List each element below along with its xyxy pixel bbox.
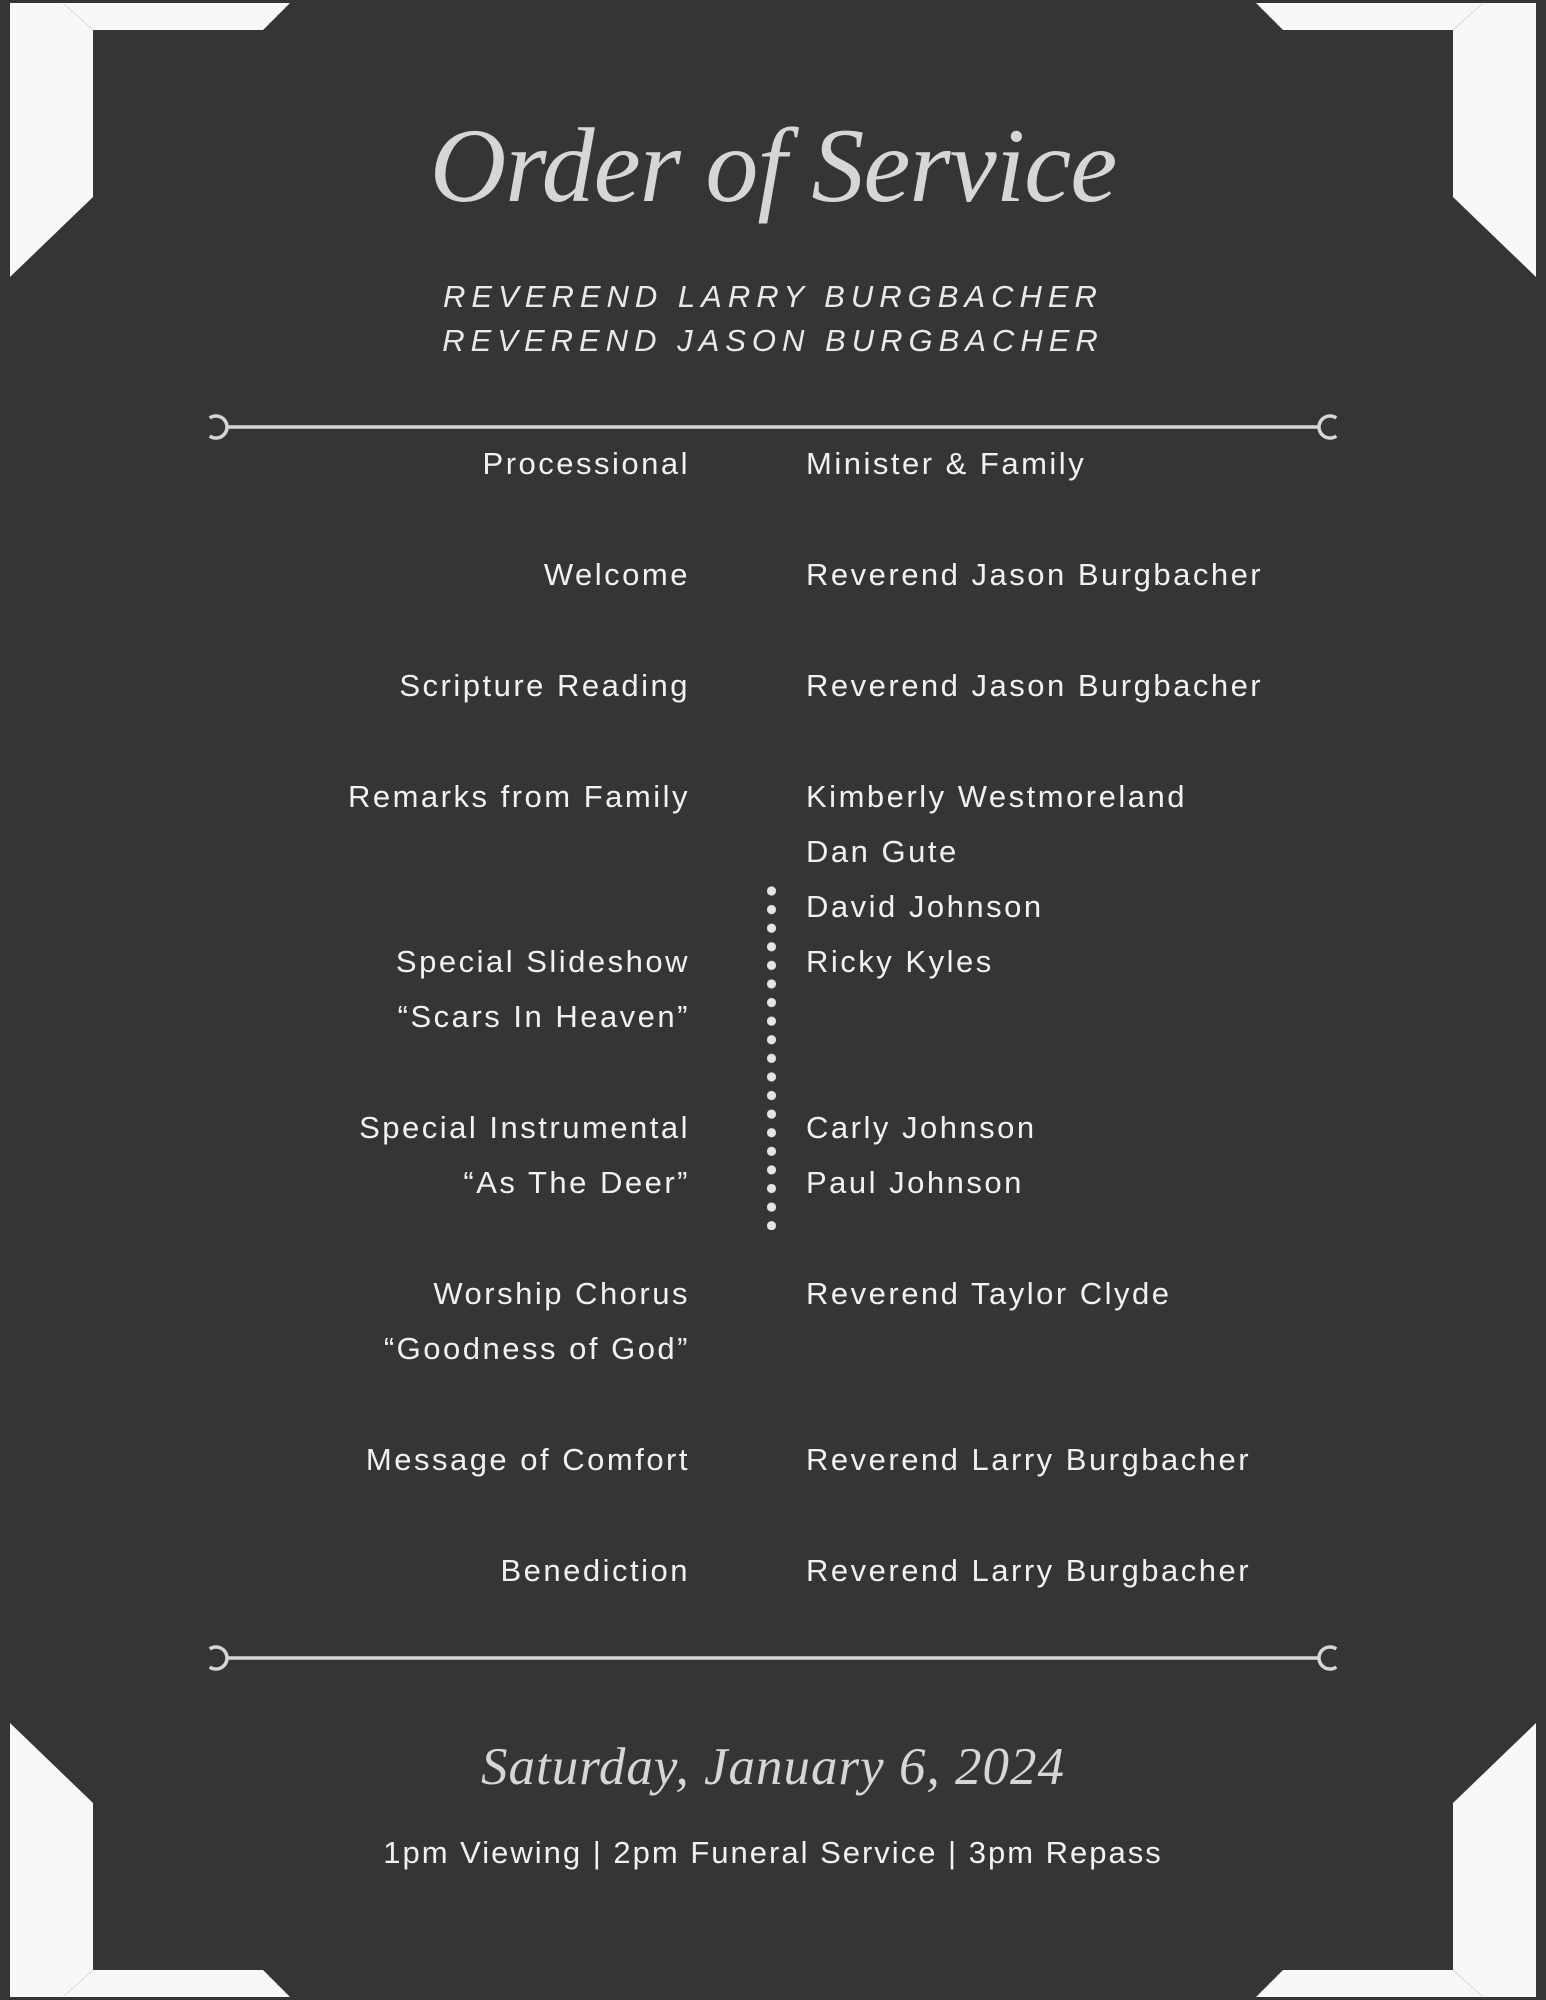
program-participant — [806, 989, 1546, 1044]
program-block — [0, 547, 1546, 602]
program-participant: Reverend Taylor Clyde — [806, 1276, 1172, 1311]
program-row — [0, 1321, 1546, 1376]
dotted-divider — [767, 886, 776, 1230]
program-row — [0, 547, 1546, 602]
program-item-label — [0, 824, 690, 879]
program-item-label: Welcome — [543, 557, 690, 592]
program-row — [0, 769, 1546, 824]
page-title: Order of Service — [429, 107, 1117, 224]
program-item-label — [0, 879, 690, 934]
program-row — [0, 1266, 1546, 1321]
service-date: Saturday, January 6, 2024 — [481, 1738, 1065, 1796]
program-block — [0, 1266, 1546, 1376]
program-row — [0, 1543, 1546, 1598]
program-participant: Reverend Larry Burgbacher — [806, 1553, 1252, 1588]
program-block — [0, 658, 1546, 713]
program-block — [0, 1432, 1546, 1487]
program-participant: David Johnson — [806, 889, 1044, 924]
officiant-name: REVEREND LARRY BURGBACHER — [443, 279, 1103, 314]
program-item-label: Scripture Reading — [399, 668, 690, 703]
program-item-label: “Scars In Heaven” — [397, 999, 690, 1034]
program-item-label: Benediction — [500, 1553, 690, 1588]
program-block — [0, 1543, 1546, 1598]
divider-ornament-bottom — [200, 1635, 1346, 1681]
program-participant: Ricky Kyles — [806, 944, 994, 979]
program-item-label: Special Slideshow — [395, 944, 690, 979]
program-item-label: Special Instrumental — [359, 1110, 690, 1145]
program-participant: Dan Gute — [806, 834, 959, 869]
program-row — [0, 1432, 1546, 1487]
program-item-label: Message of Comfort — [365, 1442, 690, 1477]
program-participant — [806, 1321, 1546, 1376]
program-row — [0, 658, 1546, 713]
program-block — [0, 436, 1546, 491]
program-participant: Reverend Jason Burgbacher — [806, 557, 1264, 592]
program-row — [0, 824, 1546, 879]
program-item-label: “Goodness of God” — [383, 1331, 690, 1366]
program-participant: Kimberly Westmoreland — [806, 779, 1187, 814]
service-schedule: 1pm Viewing | 2pm Funeral Service | 3pm Repass — [383, 1835, 1163, 1870]
program-item-label: Worship Chorus — [433, 1276, 690, 1311]
program-participant: Minister & Family — [806, 446, 1087, 481]
program-item-label: Remarks from Family — [347, 779, 690, 814]
program-participant: Carly Johnson — [806, 1110, 1037, 1145]
officiants — [0, 275, 1546, 363]
program-participant: Paul Johnson — [806, 1165, 1024, 1200]
program-item-label: “As The Deer” — [463, 1165, 690, 1200]
program-participant: Reverend Jason Burgbacher — [806, 668, 1264, 703]
program-row — [0, 436, 1546, 491]
program-participant: Reverend Larry Burgbacher — [806, 1442, 1252, 1477]
officiant-name: REVEREND JASON BURGBACHER — [442, 323, 1104, 358]
program-item-label: Processional — [482, 446, 690, 481]
